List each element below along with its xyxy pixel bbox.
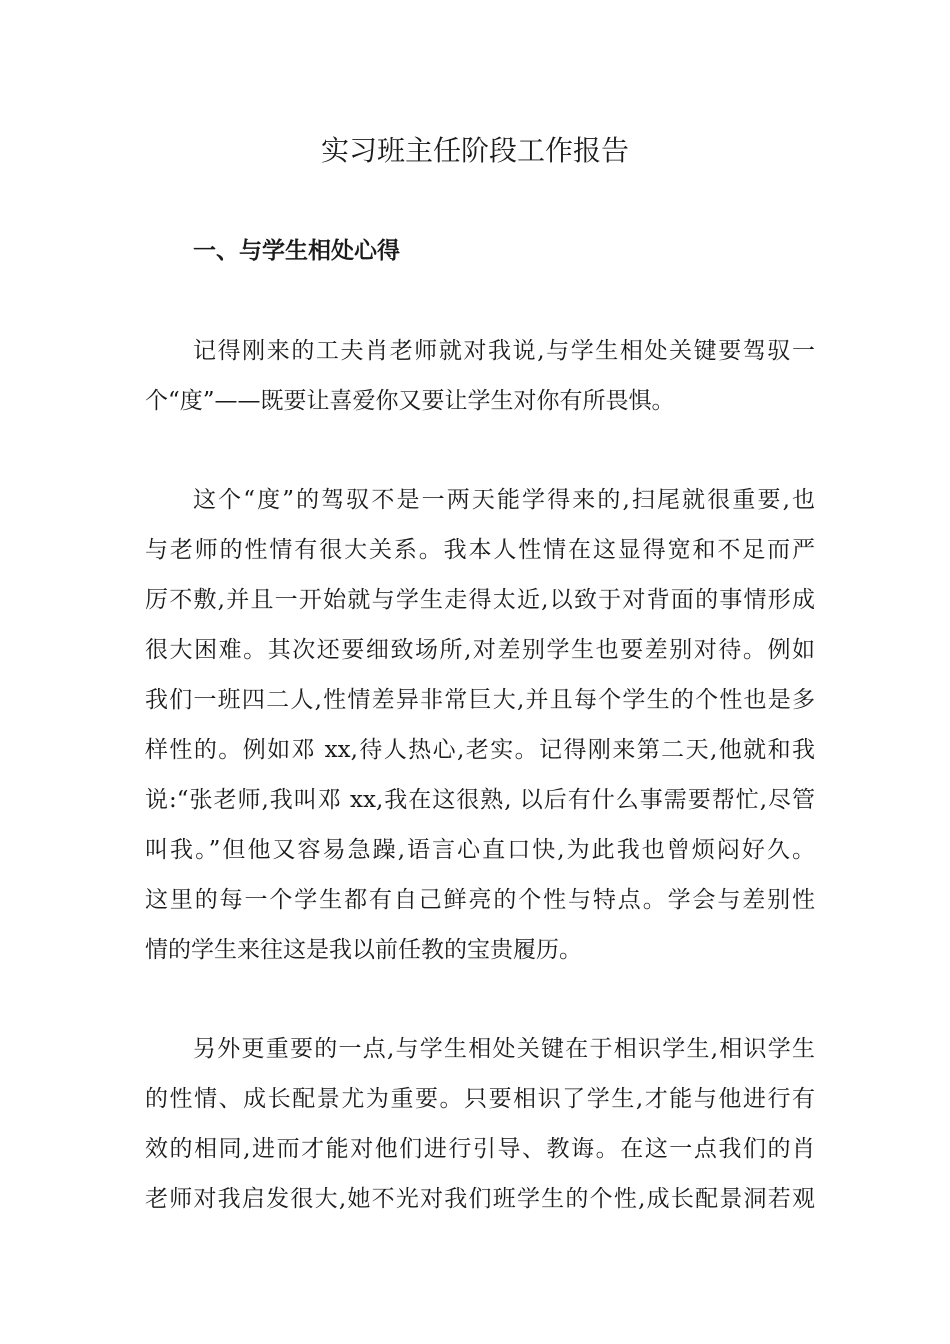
paragraph-line: 效的相同,进而才能对他们进行引导、教诲。在这一点我们的肖 <box>145 1136 815 1162</box>
section-heading: 一、与学生相处心得 <box>193 237 400 264</box>
paragraph-line: 样性的。例如邓 xx,待人热心,老实。记得刚来第二天,他就和我 <box>145 737 815 763</box>
paragraph-line: 情的学生来往这是我以前任教的宝贵履历。 <box>145 937 582 963</box>
paragraph-line: 很大困难。其次还要细致场所,对差别学生也要差别对待。例如 <box>145 637 815 663</box>
paragraph-3 <box>145 1024 815 1224</box>
paragraph-1 <box>145 326 815 426</box>
paragraph-line: 叫我。”但他又容易急躁,语言心直口快,为此我也曾烦闷好久。 <box>145 837 815 863</box>
paragraph-line: 老师对我启发很大,她不光对我们班学生的个性,成长配景洞若观 <box>145 1186 815 1212</box>
paragraph-line: 个“度”——既要让喜爱你又要让学生对你有所畏惧。 <box>145 388 675 414</box>
paragraph-line: 另外更重要的一点,与学生相处关键在于相识学生,相识学生 <box>193 1036 815 1062</box>
paragraph-line: 这个“度”的驾驭不是一两天能学得来的,扫尾就很重要,也 <box>193 487 815 513</box>
paragraph-line: 的性情、成长配景尤为重要。只要相识了学生,才能与他进行有 <box>145 1086 815 1112</box>
paragraph-line: 这里的每一个学生都有自己鲜亮的个性与特点。学会与差别性 <box>145 887 815 913</box>
paragraph-line: 厉不敷,并且一开始就与学生走得太近,以致于对背面的事情形成 <box>145 587 815 613</box>
paragraph-line: 我们一班四二人,性情差异非常巨大,并且每个学生的个性也是多 <box>145 687 815 713</box>
paragraph-line: 与老师的性情有很大关系。我本人性情在这显得宽和不足而严 <box>145 537 815 563</box>
paragraph-2 <box>145 475 815 975</box>
paragraph-line: 记得刚来的工夫肖老师就对我说,与学生相处关键要驾驭一 <box>193 338 815 364</box>
paragraph-line: 说:“张老师,我叫邓 xx,我在这很熟, 以后有什么事需要帮忙,尽管 <box>145 787 815 813</box>
document-title: 实习班主任阶段工作报告 <box>320 134 629 167</box>
